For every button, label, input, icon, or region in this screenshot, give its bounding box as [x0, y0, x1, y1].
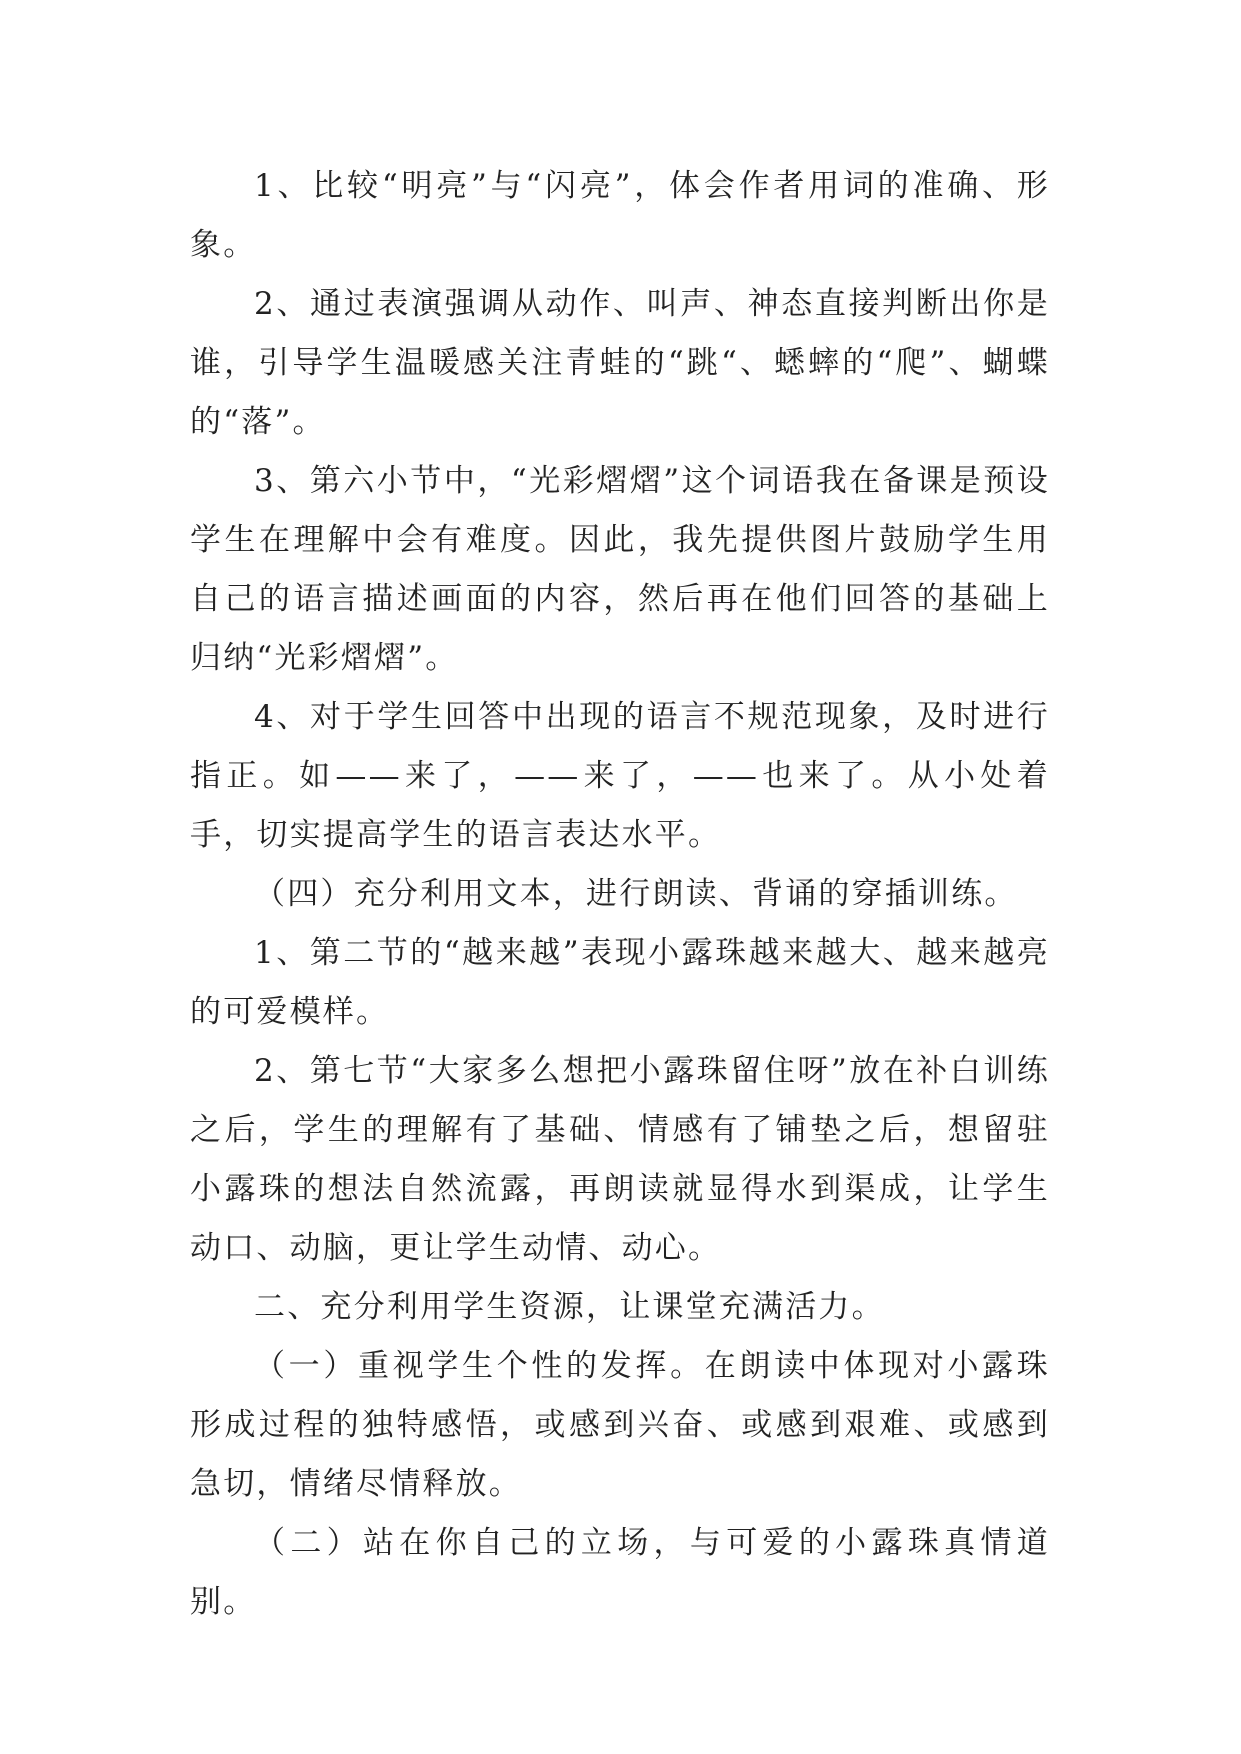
section-heading-2: 二、充分利用学生资源，让课堂充满活力。 — [254, 1289, 885, 1325]
paragraph-2: 2、通过表演强调从动作、叫声、神态直接判断出你是谁，引导学生温暖感关注青蛙的“跳“、蟋蟀的“爬”、蝴蝶的“落”。 — [190, 286, 1050, 440]
paragraph-7: （一）重视学生个性的发挥。在朗读中体现对小露珠形成过程的独特感悟，或感到兴奋、或感到艰难、或感到急切，情绪尽情释放。 — [190, 1348, 1050, 1502]
section-heading-4: （四）充分利用文本，进行朗读、背诵的穿插训练。 — [254, 876, 1018, 912]
paragraph-4: 4、对于学生回答中出现的语言不规范现象，及时进行指正。如——来了，——来了，——也来了。从小处着手，切实提高学生的语言表达水平。 — [190, 699, 1050, 853]
paragraph-8: （二）站在你自己的立场，与可爱的小露珠真情道别。 — [190, 1525, 1050, 1620]
paragraph-5: 1、第二节的“越来越”表现小露珠越来越大、越来越亮的可爱模样。 — [190, 935, 1050, 1030]
paragraph-6: 2、第七节“大家多么想把小露珠留住呀”放在补白训练之后，学生的理解有了基础、情感有了铺垫之后，想留驻小露珠的想法自然流露，再朗读就显得水到渠成，让学生动口、动脑，更让学生动情、动心。 — [190, 1053, 1050, 1266]
paragraph-3: 3、第六小节中，“光彩熠熠”这个词语我在备课是预设学生在理解中会有难度。因此，我先提供图片鼓励学生用自己的语言描述画面的内容，然后再在他们回答的基础上归纳“光彩熠熠”。 — [190, 463, 1050, 676]
paragraph-1: 1、比较“明亮”与“闪亮”，体会作者用词的准确、形象。 — [190, 168, 1050, 263]
document-body — [190, 157, 1050, 1632]
